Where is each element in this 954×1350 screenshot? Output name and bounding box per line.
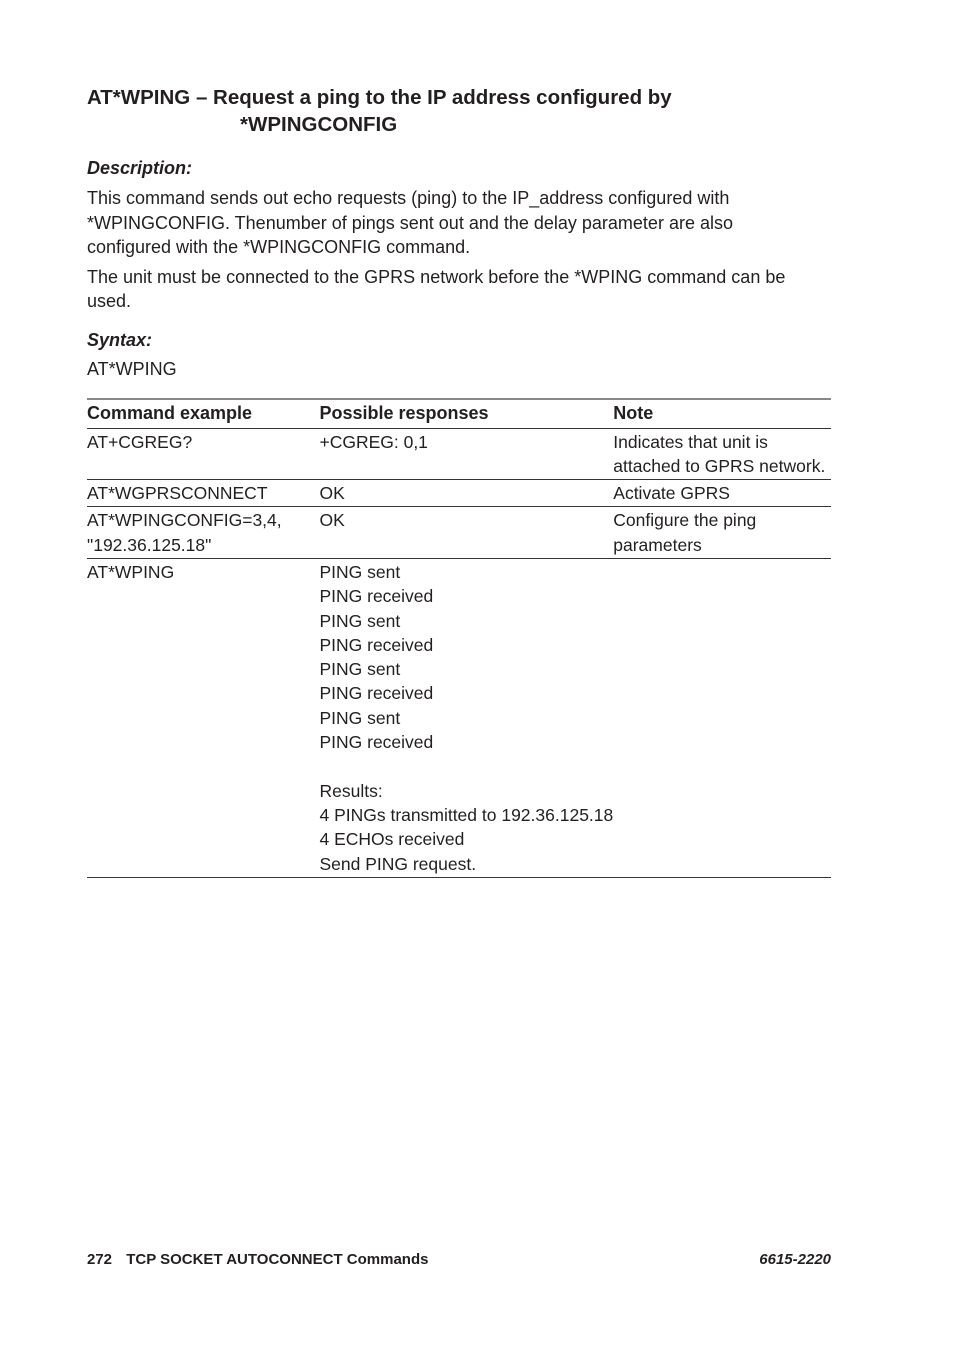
cell-line: AT*WPING: [87, 561, 175, 582]
cell-responses: [319, 507, 613, 559]
page-content: [87, 84, 831, 878]
cell-responses: [319, 480, 613, 507]
cell-line: 4 PINGs transmitted to 192.36.125.18: [319, 804, 614, 825]
cell-line: Configure the ping: [613, 510, 757, 531]
cell-line: Indicates that unit is: [613, 431, 768, 452]
cell-line: AT*WPINGCONFIG=3,4,: [87, 510, 282, 531]
cell-line: [319, 754, 613, 778]
description-paragraph-1: This command sends out echo requests (ping) to the IP_address configured with *WPINGCONFIG. Thenumber of pings sent out and the delay parameter are also configured with the *WPINGCONFIG command.: [87, 188, 733, 257]
description-label: Description:: [87, 158, 193, 178]
cell-command: [87, 480, 319, 507]
cell-line: PING received: [319, 634, 434, 655]
cell-line: Results:: [319, 780, 383, 801]
cell-line: AT+CGREG?: [87, 431, 193, 452]
description-paragraph-2: The unit must be connected to the GPRS network before the *WPING command can be used.: [87, 266, 786, 311]
cell-line: PING received: [319, 683, 434, 704]
cell-line: PING sent: [319, 707, 401, 728]
cell-command: [87, 558, 319, 877]
column-header-note: Note: [613, 399, 831, 429]
table-row: [87, 507, 831, 559]
cell-line: parameters: [613, 534, 702, 555]
cell-line: OK: [319, 510, 345, 531]
cell-line: AT*WGPRSCONNECT: [87, 483, 268, 504]
table-row: [87, 558, 831, 877]
title-line-1: AT*WPING – Request a ping to the IP address configured by: [87, 86, 672, 109]
cell-line: +CGREG: 0,1: [319, 431, 428, 452]
page-number: 272: [87, 1251, 113, 1268]
cell-line: PING sent: [319, 610, 401, 631]
cell-line: PING received: [319, 586, 434, 607]
table-header-row: [87, 399, 831, 429]
cell-line: OK: [319, 483, 345, 504]
cell-command: [87, 428, 319, 480]
footer-section-title: TCP SOCKET AUTOCONNECT Commands: [126, 1251, 429, 1268]
cell-note: [613, 480, 831, 507]
cell-responses: [319, 558, 613, 877]
cell-line: "192.36.125.18": [87, 534, 212, 555]
syntax-value: AT*WPING: [87, 358, 177, 379]
cell-command: [87, 507, 319, 559]
page-title: [87, 84, 831, 138]
cell-responses: [319, 428, 613, 480]
cell-line: 4 ECHOs received: [319, 829, 465, 850]
syntax-label: Syntax:: [87, 329, 153, 350]
document-number: 6615-2220: [759, 1251, 831, 1268]
command-table: [87, 398, 831, 878]
table-body: [87, 428, 831, 877]
cell-line: Send PING request.: [319, 853, 477, 874]
cell-line: Activate GPRS: [613, 483, 730, 504]
page-footer: [87, 1250, 831, 1270]
cell-line: attached to GPRS network.: [613, 455, 826, 476]
cell-note: [613, 558, 831, 877]
table-row: [87, 428, 831, 480]
cell-line: PING sent: [319, 561, 401, 582]
table-row: [87, 480, 831, 507]
cell-note: [613, 507, 831, 559]
cell-line: PING sent: [319, 659, 401, 680]
column-header-command: Command example: [87, 399, 319, 429]
title-line-2: *WPINGCONFIG: [240, 113, 398, 136]
cell-line: PING received: [319, 732, 434, 753]
column-header-responses: Possible responses: [319, 399, 613, 429]
cell-note: [613, 428, 831, 480]
